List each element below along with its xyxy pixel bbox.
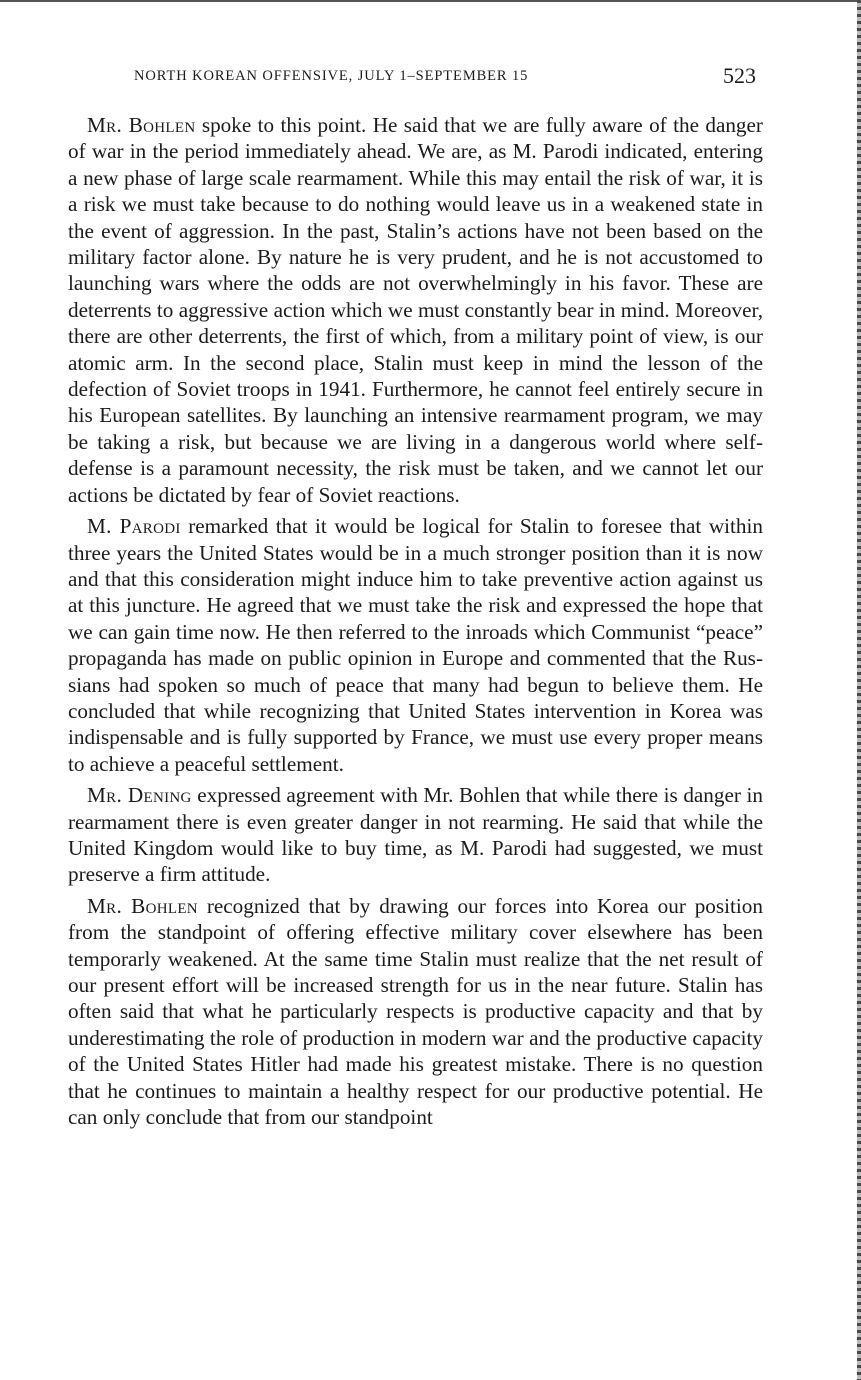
page-top-edge	[0, 0, 861, 2]
paragraph-text: recognized that by drawing our forces into Korea our position from the standpoint of offering effective military cover elsewhere has been temporarly weakened. At the same time Stalin must realize that the net result of our present effort will be increased strength for us in the near future. Stalin has often said that what he particularly respects is productive capacity and that by underestimating the role of production in modern war and the productive capacity of the United States Hitler had made his greatest mistake. There is no question that he continues to maintain a healthy respect for our productive potential. He can only conclude that from our standpoint	[68, 893, 763, 1130]
speaker-name: Mr. Bohlen	[87, 113, 196, 137]
paragraph-text: remarked that it would be logical for Stalin to foresee that within three years the United States would be in a much stronger position than it is now and that this consideration might induce him to take preventive action against us at this juncture. He agreed that we must take the risk and expressed the hope that we can gain time now. He then referred to the inroads which Communist “peace” propaganda has made on public opinion in Europe and commented that the Russians had spoken so much of peace that many had begun to believe them. He concluded that while recognizing that United States intervention in Korea was indispensable and is fully supported by France, we must use every proper means to achieve a peaceful settlement.	[68, 514, 763, 776]
page-number: 523	[723, 63, 756, 88]
speaker-name: M. Parodi	[87, 514, 181, 539]
speaker-name: Mr. Bohlen	[87, 893, 198, 918]
paragraph-text: expressed agreement with Mr. Bohlen that while there is danger in rearmament there is even greater danger in not rearming. He said that while the United Kingdom would like to buy time, as M. Parodi had suggested, we must preserve a firm attitude.	[68, 783, 764, 887]
running-head	[134, 63, 756, 93]
paragraph-4	[68, 893, 763, 1131]
paragraph-1	[68, 112, 763, 508]
paragraph-text: spoke to this point. He said that we are fully aware of the danger of war in the period immediately ahead. We are, as M. Parodi indicated, entering a new phase of large scale rearmament. While this may entail the risk of war, it is a risk we must take because to do nothing would leave us in a weakened state in the event of aggression. In the past, Stalin’s actions have not been based on the military factor alone. By nature he is very prudent, and he is not accustomed to launching wars where the odds are not overwhelmingly in his favor. These are deterrents to aggressive action which we must constantly bear in mind. Moreover, there are other deterrents, the first of which, from a military point of view, is our atomic arm. In the second place, Stalin must keep in mind the lesson of the defection of Soviet troops in 1941. Furthermore, he cannot feel entirely secure in his European satellites. By launching an intensive rearmament program, we may be taking a risk, but because we are living in a dangerous world where self-defense is a paramount necessity, the risk must be taken, and we cannot let our actions be dictated by fear of Soviet reactions.	[68, 113, 763, 507]
speaker-name: Mr. Dening	[87, 783, 192, 808]
body-text	[68, 112, 763, 1130]
paragraph-2	[68, 513, 763, 777]
running-title: NORTH KOREAN OFFENSIVE, JULY 1–SEPTEMBER 15	[134, 68, 529, 84]
page-right-edge	[857, 0, 861, 1380]
paragraph-3	[68, 782, 763, 888]
